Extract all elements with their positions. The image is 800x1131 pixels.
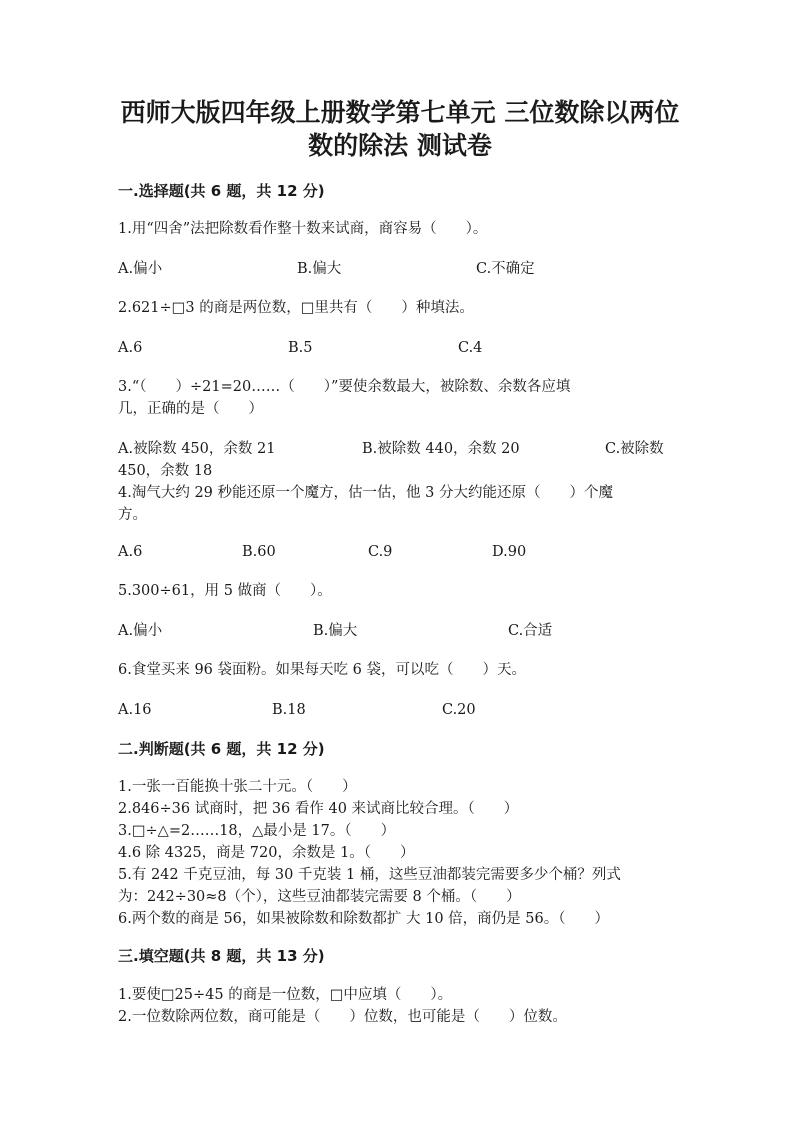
question-2: 2.621÷□3 的商是两位数，□里共有（ ）种填法。	[118, 300, 474, 316]
question-3-line-2: 几，正确的是（ ）	[118, 401, 263, 417]
page-title	[100, 96, 700, 162]
q3-option-c-part-2: 450，余数 18	[118, 463, 213, 479]
title-line-1: 西师大版四年级上册数学第七单元 三位数除以两位	[120, 98, 680, 127]
q6-option-c: C.20	[442, 702, 476, 718]
q5-option-c: C.合适	[508, 623, 553, 639]
question-1: 1.用“四舍”法把除数看作整十数来试商，商容易（ ）。	[118, 221, 488, 237]
q3-option-a: A.被除数 450，余数 21	[118, 441, 276, 457]
q4-option-b: B.60	[242, 544, 276, 560]
question-6: 6.食堂买来 96 袋面粉。如果每天吃 6 袋，可以吃（ ）天。	[118, 662, 526, 678]
question-3-line-1: 3.“（ ）÷21=20……（ ）”要使余数最大，被除数、余数各应填	[118, 379, 571, 395]
q4-option-c: C.9	[368, 544, 393, 560]
q3-option-c-part-1: C.被除数	[605, 441, 664, 457]
fill-item-1: 1.要使□25÷45 的商是一位数，□中应填（ ）。	[118, 987, 453, 1003]
q1-option-c: C.不确定	[476, 261, 535, 277]
question-5: 5.300÷61，用 5 做商（ ）。	[118, 583, 332, 599]
tf-item-2: 2.846÷36 试商时，把 36 看作 40 来试商比较合理。（ ）	[118, 801, 519, 817]
section-heading-fill-blank: 三.填空题(共 8 题，共 13 分)	[118, 947, 325, 965]
tf-item-5-line-1: 5.有 242 千克豆油，每 30 千克装 1 桶，这些豆油都装完需要多少个桶？列式	[118, 867, 621, 883]
fill-item-2: 2.一位数除两位数，商可能是（ ）位数，也可能是（ ）位数。	[118, 1009, 567, 1025]
tf-item-4: 4.6 除 4325，商是 720，余数是 1。（ ）	[118, 845, 415, 861]
section-heading-true-false: 二.判断题(共 6 题，共 12 分)	[118, 740, 325, 758]
tf-item-1: 1.一张一百能换十张二十元。（ ）	[118, 779, 357, 795]
q4-option-a: A.6	[118, 544, 143, 560]
title-line-2: 数的除法 测试卷	[308, 131, 492, 160]
tf-item-5-line-2: 为：242÷30≈8（个），这些豆油都装完需要 8 个桶。（ ）	[118, 889, 521, 905]
q1-option-a: A.偏小	[118, 261, 163, 277]
q6-option-b: B.18	[272, 702, 306, 718]
q5-option-b: B.偏大	[313, 623, 358, 639]
q2-option-b: B.5	[288, 340, 313, 356]
q2-option-c: C.4	[458, 340, 483, 356]
q5-option-a: A.偏小	[118, 623, 163, 639]
q3-option-b: B.被除数 440，余数 20	[362, 441, 520, 457]
question-4-line-2: 方。	[118, 507, 147, 523]
tf-item-3: 3.□÷△=2……18，△最小是 17。（ ）	[118, 823, 396, 839]
section-heading-choice: 一.选择题(共 6 题，共 12 分)	[118, 182, 325, 200]
q2-option-a: A.6	[118, 340, 143, 356]
q1-option-b: B.偏大	[297, 261, 342, 277]
question-4-line-1: 4.淘气大约 29 秒能还原一个魔方，估一估，他 3 分大约能还原（ ）个魔	[118, 485, 613, 501]
tf-item-6: 6.两个数的商是 56，如果被除数和除数都扩 大 10 倍，商仍是 56。（ ）	[118, 911, 609, 927]
q4-option-d: D.90	[492, 544, 527, 560]
q6-option-a: A.16	[118, 702, 152, 718]
